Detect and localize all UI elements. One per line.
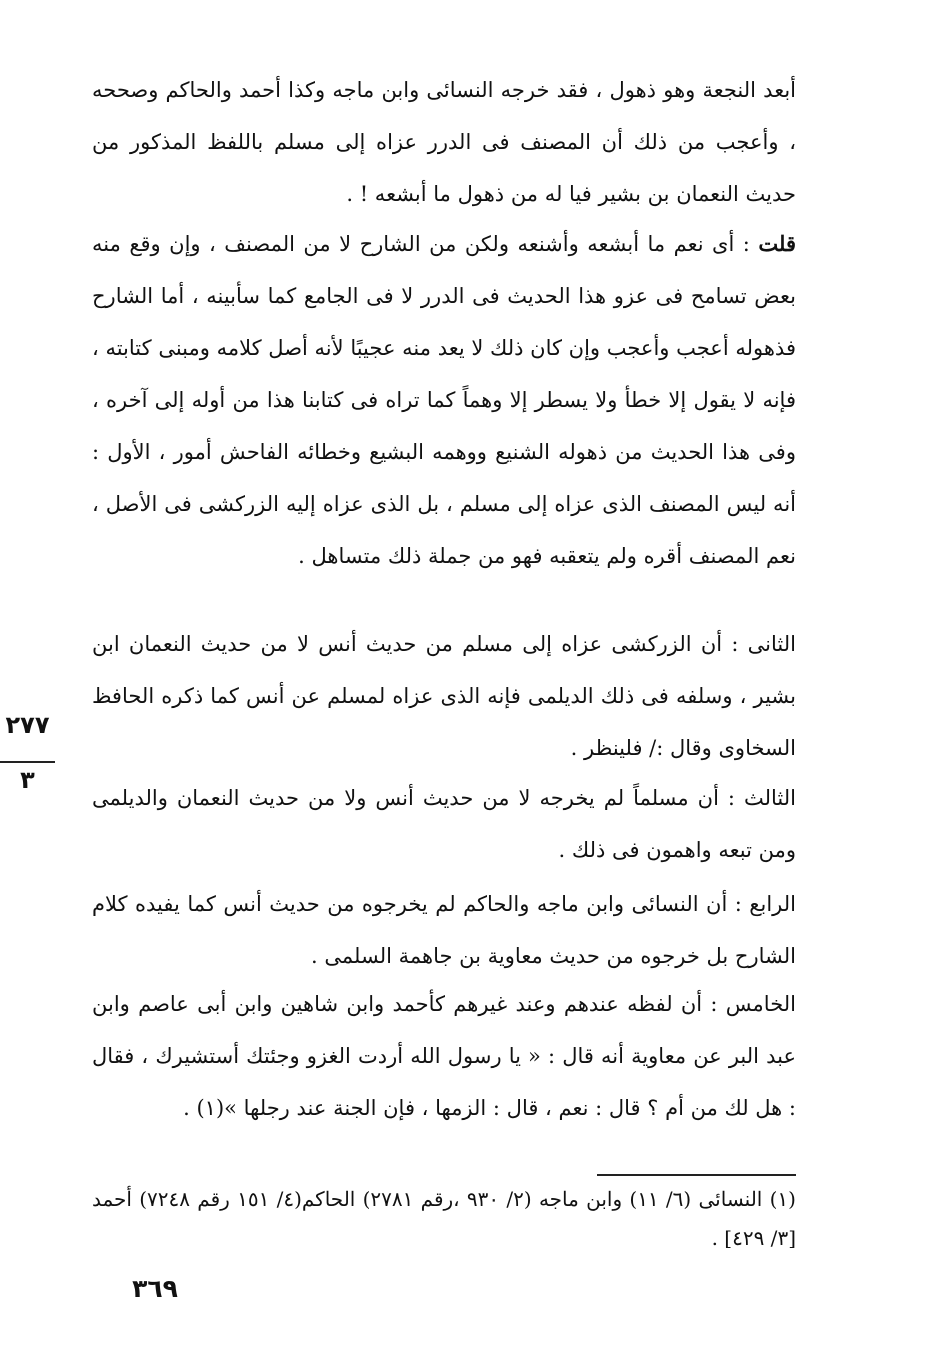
paragraph-2-body: : أى نعم ما أبشعه وأشنعه ولكن من الشارح لا من المصنف ، وإن وقع منه بعض تسامح فى عزو هذا الحديث فى الدرر لا فى الجامع كما سأبينه ، أما الشارح فذهوله أعجب وأعجب وإن كان ذلك لا يعد منه عجيبًا لأنه أصل كلامه ومبنى كتابته ، فإنه لا يقول إلا خطأ ولا يسطر إلا وهماً كما تراه فى كتابنا هذا من أوله إلى آخره ، وفى هذا الحديث من ذهوله الشنيع ووهمه البشيع وخطائه الفاحش أمور ، الأول : أنه ليس المصنف الذى عزاه إلى مسلم ، بل الذى عزاه إليه الزركشى فى الأصل ، نعم المصنف أقره ولم يتعقبه فهو من جملة ذلك متساهل .	[92, 232, 796, 568]
margin-reference	[0, 708, 55, 794]
paragraph-3: الثانى : أن الزركشى عزاه إلى مسلم من حديث أنس لا من حديث النعمان ابن بشير ، وسلفه فى ذلك الديلمى فإنه الذى عزاه لمسلم عن أنس كما ذكره الحافظ السخاوى وقال :/ فلينظر .	[92, 632, 796, 760]
paragraph-5: الرابع : أن النسائى وابن ماجه والحاكم لم يخرجوه من حديث أنس كما يفيده كلام الشارح بل خرجوه من حديث معاوية بن جاهمة السلمى .	[92, 892, 796, 968]
margin-bottom-number: ٣	[20, 766, 35, 794]
margin-top-number: ٢٧٧	[5, 711, 50, 739]
footnote-separator	[597, 1174, 796, 1176]
footnote: (١) النسائى (٦/ ١١) وابن ماجه (٢/ ٩٣٠ ،رقم ٢٧٨١) الحاكم(٤/ ١٥١ رقم ٧٢٤٨) أحمد [٣/ ٤٢٩] .	[92, 1187, 796, 1250]
paragraph-6: الخامس : أن لفظه عندهم وعند غيرهم كأحمد وابن شاهين وابن أبى عاصم وابن عبد البر عن معاوية أنه قال : « يا رسول الله أردت الغزو وجئتك أستشيرك ، فقال : هل لك من أم ؟ قال : نعم ، قال : الزمها ، فإن الجنة عند رجلها »(١) .	[92, 992, 796, 1120]
paragraph-2-lead: قلت	[758, 231, 796, 256]
paragraph-2	[92, 218, 796, 582]
page-number: ٣٦٩	[132, 1274, 178, 1303]
margin-divider	[0, 761, 55, 763]
paragraph-1: أبعد النجعة وهو ذهول ، فقد خرجه النسائى وابن ماجه وكذا أحمد والحاكم وصححه ، وأعجب من ذلك أن المصنف فى الدرر عزاه إلى مسلم باللفظ المذكور من حديث النعمان بن بشير فيا له من ذهول ما أبشعه ! .	[92, 78, 796, 206]
paragraph-4: الثالث : أن مسلماً لم يخرجه لا من حديث أنس ولا من حديث النعمان والديلمى ومن تبعه واهمون فى ذلك .	[92, 786, 796, 862]
